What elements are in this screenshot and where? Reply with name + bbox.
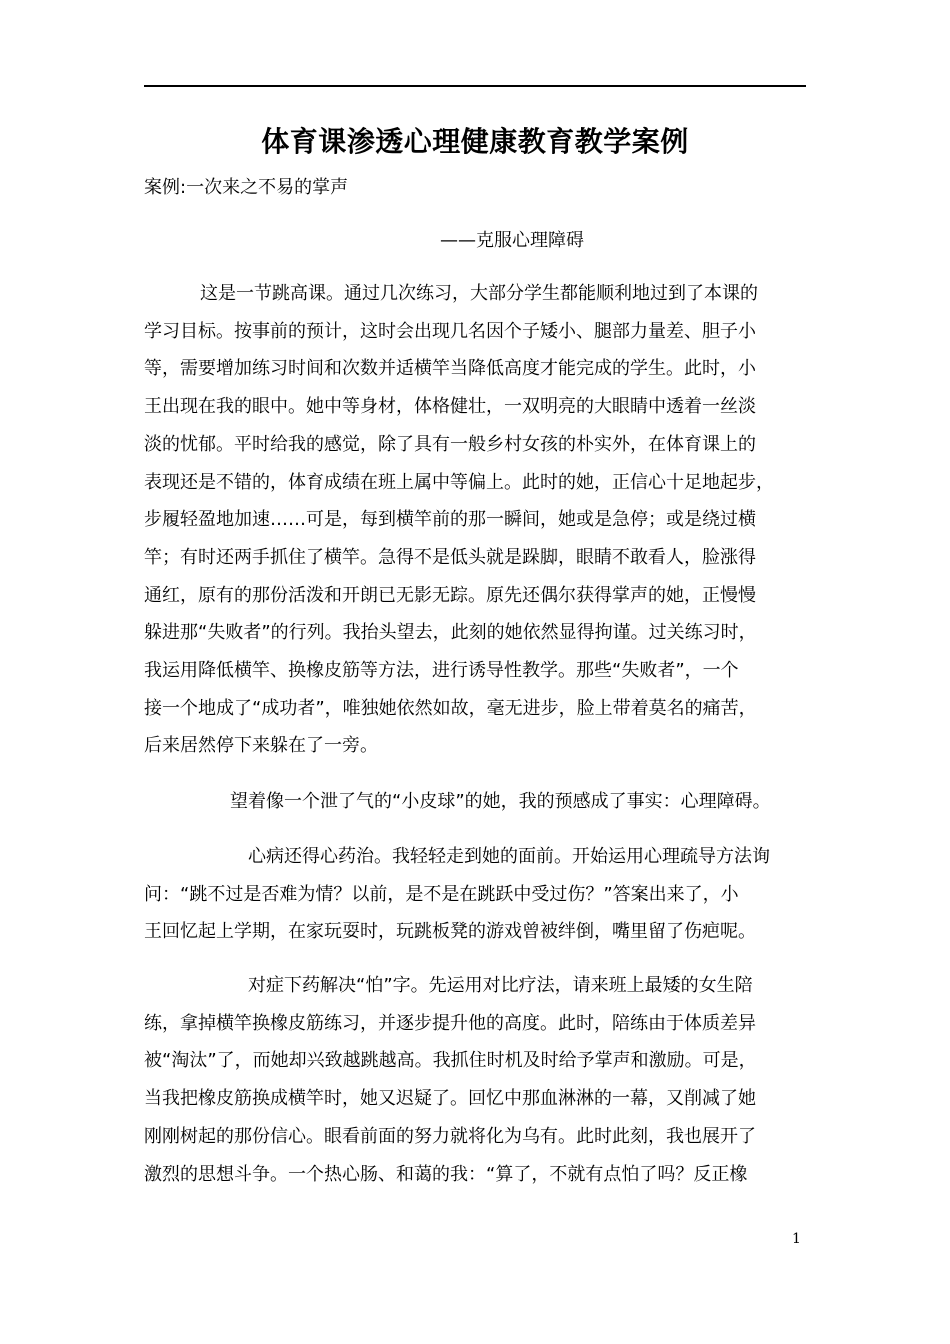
header-rule xyxy=(144,85,806,87)
case-subtitle: ——克服心理障碍 xyxy=(440,230,584,251)
case-heading: 案例:一次来之不易的掌声 xyxy=(144,177,349,198)
document-title: 体育课渗透心理健康教育教学案例 xyxy=(261,125,689,158)
paragraph-4: 对症下药解决“怕”字。先运用对比疗法，请来班上最矮的女生陪 练，拿掉横竿换橡皮筋练习，并逐步提升他的高度。此时，陪练由于体质差异 被“淘汰”了，而她却兴致越跳越高。我抓住时机及时给予掌声和激励。可是， 当我把橡皮筋换成横竿时，她又迟疑了。回忆中那血淋淋的一幕，又削减了她 刚刚树起的那份信心。眼看前面的努力就将化为乌有。此时此刻，我也展开了 激烈的思想斗争。一个热心肠、和蔼的我：“算了，不就有点怕了吗？反正橡 xyxy=(144,975,757,1185)
page-number: 1 xyxy=(792,1231,801,1247)
paragraph-2: 望着像一个泄了气的“小皮球”的她，我的预感成了事实：心理障碍。 xyxy=(230,791,771,812)
paragraph-1: 这是一节跳高课。通过几次练习，大部分学生都能顺利地过到了本课的 学习目标。按事前的预计，这时会出现几名因个子矮小、腿部力量差、胆子小 等，需要增加练习时间和次数并适横竿当降低高度才能完成的学生。此时，小 王出现在我的眼中。她中等身材，体格健壮，一双明亮的大眼睛中透着一丝淡 淡的忧郁。平时给我的感觉，除了具有一般乡村女孩的朴实外，在体育课上的 表现还是不错的，体育成绩在班上属中等偏上。此时的她，正信心十足地起步， 步履轻盈地加速……可是，每到横竿前的那一瞬间，她或是急停；或是绕过横 竿；有时还两手抓住了横竿。急得不是低头就是跺脚，眼睛不敢看人，脸涨得 通红，原有的那份活泼和开朗已无影无踪。原先还偶尔获得掌声的她，正慢慢 躲进那“失败者”的行列。我抬头望去，此刻的她依然显得拘谨。过关练习时， 我运用降低横竿、换橡皮筋等方法，进行诱导性教学。那些“失败者”，一个 接一个地成了“成功者”，唯独她依然如故，毫无进步，脸上带着莫名的痛苦， 后来居然停下来躲在了一旁。 xyxy=(144,283,774,757)
paragraph-3: 心病还得心药治。我轻轻走到她的面前。开始运用心理疏导方法询 问：“跳不过是否难为情？以前，是不是在跳跃中受过伤？”答案出来了，小 王回忆起上学期，在家玩耍时，玩跳板凳的游戏曾被绊倒，嘴里留了伤疤呢。 xyxy=(144,846,770,943)
